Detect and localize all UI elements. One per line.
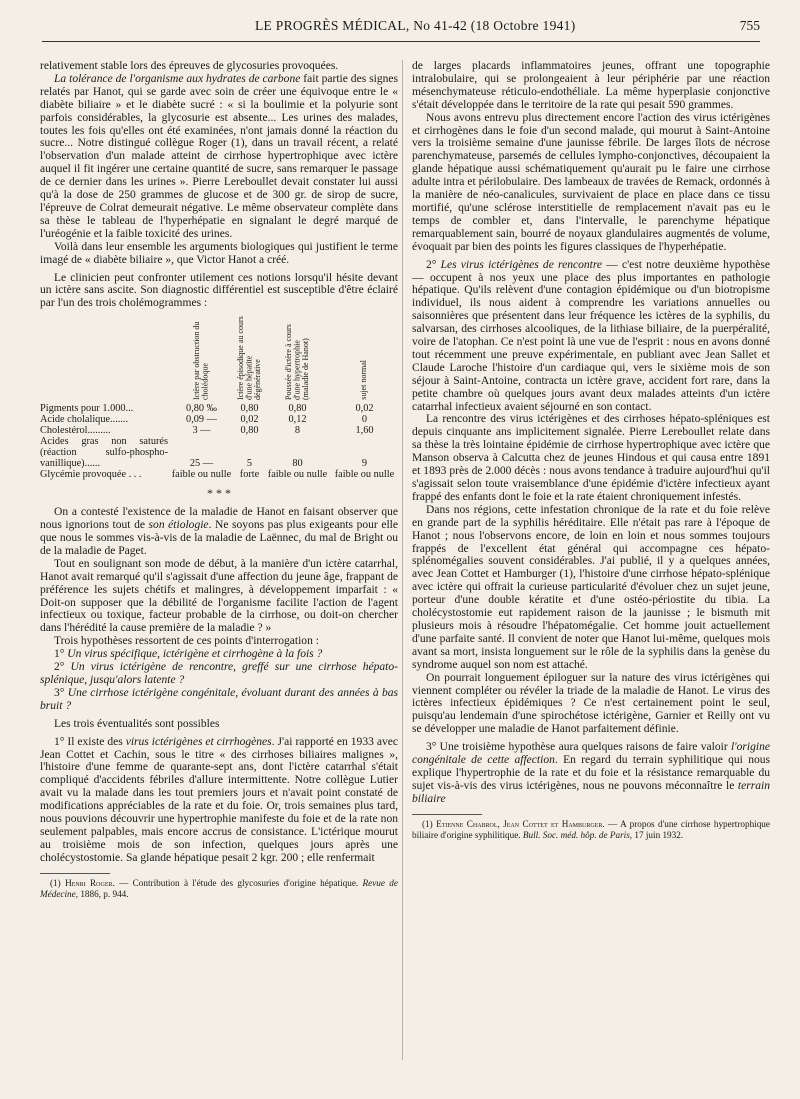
table-row (40, 414, 398, 425)
table-cell: forte (239, 469, 260, 481)
footnote: (1) Etienne Chabrol, Jean Cottet et Hamburger. — A propos d'une cirrhose hypertrophique biliaire d'origine syphilitique. Bull. Soc. méd. hôp. de Paris, 17 juin 1932. (412, 818, 770, 840)
left-column (40, 60, 398, 900)
emphasis: Les virus ictérigènes de rencontre (440, 258, 603, 271)
paragraph: Dans nos régions, cette infestation chronique de la rate et du foie relève en grande part de la syphilis héréditaire. Elle n'était pas rare à l'époque de Hanot ; nous l'observons encore, de loin en loin et nous sommes toujours frappés de l'excellent état général qui accompagne ces hépato-splénomégalies souvent considérables. J'ai publié, il y a quelques années, avec Jean Cottet et Hamburger (1), l'histoire d'une cirrhose hépato-splénique avec ictère qui offrait la curieuse particularité d'évoluer chez un sujet jeune, porteur d'une double kératite et d'une ostéo-périostite du tibia. La cholécystostomie eut rapidement raison de la jaunisse ; le bismuth mit plusieurs mois à résoudre l'hépatomégalie. Cet homme jouit actuellement d'une parfaite santé. Il convient de noter que Hanot lui-même, quelques mois avant sa mort, insista longuement sur le rôle de la syphilis dans la genèse du syndrome auquel son nom est attaché. (412, 503, 770, 671)
footnote: (1) Henri Roger. — Contribution à l'étude des glycosuries d'origine hépatique. Revue de Médecine, 1886, p. 944. (40, 877, 398, 899)
paragraph: Nous avons entrevu plus directement encore l'action des virus ictérigènes et cirrhogènes dans le foie d'un second malade, qui mourut à Saint-Antoine vers la troisième semaine d'une jaunisse fébrile. De larges îlots de nécrose parenchymateuse, parsemés de cellules lympho-conjonctives, découpaient la glande hépatique aussi schématiquement qu'aurait pu le faire une cirrhose adulte intra et périlobulaire. Des lambeaux de travées de Remack, ordonnés à la manière de néo-canalicules, survivaient de place en place dans ce tissu mortifié, qu'une sclérose interstitielle de remplacement n'avait pas eu le temps de combler et, dans l'intervalle, le parenchyme hépatique remarquablement sain, bourré de noyaux glandulaires augmentés de volume, évoquait par bien des points les figures classiques de l'hyperhépatie. (412, 111, 770, 253)
paragraph: 1° Il existe des virus ictérigènes et cirrhogènes. J'ai rapporté en 1933 avec Jean Cottet et Cachin, sous le titre « des cirrhoses biliaires malignes », l'histoire d'une femme de quarante-sept ans, dont l'ictère catarrhal s'était compliqué d'accidents fébriles d'allure intermittente. Notre collègue Lutier avait vu la malade dans les tout premiers jours et n'avait point constaté de modifications appréciables de la rate et du foie. Or, trois semaines plus tard, nous pouvions découvrir une hypertrophie manifeste du foie et de la rate non seulement palpables, mais encore accrus de consistance. L'ictérique mourut au troisième mois de son infection, quelques jours après une cholécystostomie. Sa glande hépatique pesait 2 kgr. 200 ; elle renfermait (40, 735, 398, 864)
paragraph: Le clinicien peut confronter utilement ces notions lorsqu'il hésite devant un ictère sans ascite. Son diagnostic différentiel est susceptible d'être éclairé par l'un des trois cholémogrammes : (40, 271, 398, 310)
emphasis: son étiologie (148, 519, 209, 532)
paragraph: On pourrait longuement épiloguer sur la nature des virus ictérigènes qui viennent compléter ou révéler la triade de la maladie de Hanot. Le virus des ictères infectieux épidémiques ? Ce n'est certainement point le seul, puisqu'au lendemain d'une spirochétose ictérigène, Garnier et Reilly ont vu se développer une maladie de Hanot parfaitement définie. (412, 671, 770, 736)
hypothesis-item: 2° Un virus ictérigène de rencontre, greffé sur une cirrhose hépato-splénique, jusqu'alors latente ? (40, 661, 398, 686)
column-header: Ictère par obstruction du cholédoque (191, 321, 210, 401)
emphasis: terrain biliaire (412, 779, 770, 805)
table-cell: 0,80 (240, 425, 259, 437)
table-cell: 0,80 (288, 403, 307, 415)
column-header: Ictère épisodique au cours d'une hépatite dégénérative (235, 316, 262, 401)
paragraph: relativement stable lors des épreuves de glycosuries provoquées. (40, 60, 339, 72)
table-cell: 80 (292, 458, 303, 470)
hypothesis-item: 1° Un virus spécifique, ictérigène et cirrhogène à la fois ? (54, 648, 323, 661)
footnote-rule (412, 814, 482, 815)
table-cell: 0 (361, 414, 368, 426)
row-label: Pigments pour 1.000... (40, 403, 134, 415)
table-row (40, 425, 398, 436)
row-label: Cholestérol......... (40, 425, 111, 437)
journal-title: LE PROGRÈS MÉDICAL, No 41-42 (18 Octobre 1941) (255, 18, 576, 33)
table-cell: 0,12 (288, 414, 307, 426)
hypothesis-item: 3° Une cirrhose ictérigène congénitale, évoluant durant des années à bas bruit ? (40, 686, 398, 712)
table-row (40, 436, 398, 469)
column-divider (402, 60, 403, 1060)
table-row (40, 403, 398, 414)
table-cell: 0,02 (355, 403, 374, 415)
header-rule (42, 41, 760, 42)
table-cell: 0,09 — (186, 414, 217, 426)
emphasis: La tolérance de l'organisme aux hydrates de carbone (54, 72, 301, 85)
footnote-rule (40, 873, 110, 874)
row-label: Acide cholalique....... (40, 414, 129, 426)
table-cell: faible ou nulle (267, 469, 328, 481)
table-cell: 9 (361, 458, 368, 470)
paragraph: 2° Les virus ictérigènes de rencontre — c'est notre deuxième hypothèse — occupent à nos yeux une place des plus importantes en pathologie hépatique. Qu'ils relèvent d'une contagion épidémique ou d'un biotropisme individuel, ils nous aident à comprendre les variations annuelles ou saisonnières que présentent dans leur fréquence les ictères de la syphilis, du salvarsan, des cirrhoses alcooliques, de la lithiase biliaire, de la puerpéralité, voire de l'atophan. Ce n'est point là une vue de l'esprit : nous en avons donné tout récemment une preuve expérimentale, en publiant avec Jean Sallet et Claude Laroche l'histoire d'un cardiaque qui, vers le sixième mois de son séjour à Saint-Antoine, contracta un ictère grave, accident fort rare, dans la petite chambre où quelques jours avant deux malades atteints d'un ictère catarrhal infectieux avaient séjourné en son contact. (412, 258, 770, 413)
paragraph: Voilà dans leur ensemble les arguments biologiques qui justifient le terme imagé de « diabète biliaire », que Victor Hanot a créé. (40, 240, 398, 266)
paragraph: Trois hypothèses ressortent de ces points d'interrogation : (54, 635, 319, 648)
paragraph: On a contesté l'existence de la maladie de Hanot en faisant observer que nous ignorions tout de son étiologie. Ne soyons pas plus exigeants pour elle que nous le sommes vis-à-vis de la maladie de Laënnec, du mal de Bright ou de la maladie de Paget. (40, 506, 398, 557)
section-asterism: * * * (207, 486, 231, 501)
table-cell: 0,80 (240, 403, 259, 415)
table-cell: 1,60 (355, 425, 374, 437)
right-column (412, 60, 770, 841)
paragraph: 3° Une troisième hypothèse aura quelques raisons de faire valoir l'origine congénitale de cette affection. En regard du terrain syphilitique qui nous explique l'hypertrophie de la rate et du foie et la résistance remarquable du sujet vis-à-vis des virus ictérigènes, nous ne pouvons méconnaître le terrain biliaire (412, 741, 771, 805)
table-cell: 25 — (189, 458, 214, 470)
running-header (0, 18, 800, 38)
table-cell: 8 (294, 425, 301, 437)
emphasis: virus ictérigènes et cirrhogènes (125, 735, 272, 748)
table-cell: faible ou nulle (171, 469, 232, 481)
page-number: 755 (739, 18, 760, 33)
table-cell: faible ou nulle (334, 469, 395, 481)
table-row (40, 469, 398, 480)
emphasis: l'origine congénitale de cette affection (412, 741, 770, 767)
row-label: Acides gras non saturés (réaction sulfo-phospho-vanillique)...... (40, 436, 168, 470)
column-header: sujet normal (359, 360, 369, 401)
paragraph: Les trois éventualités sont possibles (54, 717, 220, 730)
paragraph: La rencontre des virus ictérigènes et des cirrhoses hépato-spléniques est depuis cinquante ans implicitement signalée. Pierre Lereboullet relate dans sa thèse la très lointaine épidémie de cirrhose hypertrophique avec ictère que Manson observa à Calcutta chez de jeunes Hindous et qui causa entre 1891 et 1893 près de 2.000 décès : nous avons tendance à traduire aujourd'hui qu'il s'agissait selon toute vraisemblance d'une épidémie d'ictère infectieux ayant frappé des enfants dont le foie et la rate étaient chroniquement infestés. (412, 413, 770, 503)
table-cell: 3 — (192, 425, 211, 437)
cholemogram-table (40, 314, 398, 480)
table-header-row (40, 314, 398, 403)
column-header: Poussée d'ictère à cours d'une hypertrophie (maladie de Hanot) (283, 324, 310, 401)
table-cell: 5 (246, 458, 253, 470)
paragraph: Tout en soulignant son mode de début, à la manière d'un ictère catarrhal, Hanot avait remarqué qu'il s'agissait d'une affection du jeune âge, frappant de préférence les sujets chétifs et malingres, à développement imparfait : « Doit-on supposer que la débilité de l'organisme facilite l'action de l'agent infectieux ou toxique, facteur probable de la cirrhose, ou doit-on chercher dans l'hérédité la cause première de la maladie ? » (40, 557, 398, 635)
table-cell: 0,02 (240, 414, 259, 426)
paragraph: La tolérance de l'organisme aux hydrates de carbone fait partie des signes relatés par Hanot, qui se garde avec soin de créer une équivoque entre le « diabète biliaire » et le diabète sucré : « si la boulimie et la polyurie sont parfois considérables, la glycosurie est absente... Les urines des malades, toutes les fois qu'elles ont été examinées, n'ont jamais donné la réaction du sucre... Notre distingué collègue Roger (1), dans un travail récent, a relaté l'observation d'un malade atteint de cirrhose hypertrophique avec ictère auquel il fit ingérer une certaine quantité de sucre, sans remarquer le passage de ce dernier dans les urines ». Pierre Lereboullet devait constater lui aussi qu'à la dose de 250 grammes de glucose et de 300 gr. de sirop de sucre, l'épreuve de Colrat demeurait négative. Le même observateur complète dans sa thèse le tableau de l'hyperhépatie en signalant le degré marqué de l'uréogénie et la faible toxicité des urines. (40, 72, 398, 240)
row-label: Glycémie provoquée . . . (40, 469, 142, 481)
paragraph: de larges placards inflammatoires jeunes, offrant une topographie intralobulaire, qui se prolongeaient à leur périphérie par une réaction mésenchymateuse réticulo-endothéliale. La même hyperplasie conjonctive s'était développée dans le territoire de la rate qui pesait 590 grammes. (412, 60, 770, 111)
table-cell: 0,80 ‰ (186, 403, 217, 415)
